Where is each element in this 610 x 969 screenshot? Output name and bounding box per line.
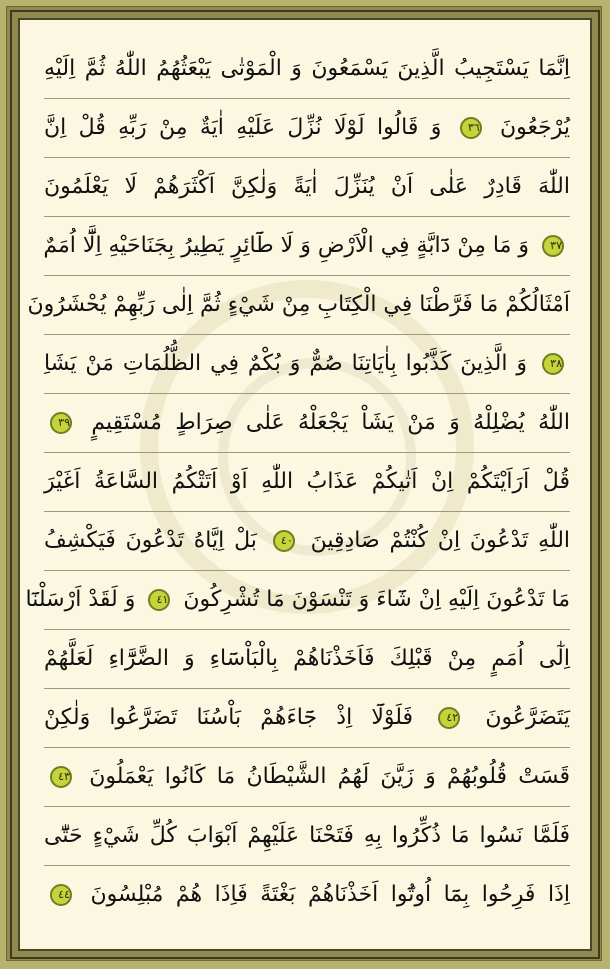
- verse-text-block: [25, 40, 571, 930]
- line-10-text-b: وَ لَقَدْ اَرْسَلْنَٓا: [25, 587, 136, 612]
- text-line-11: [44, 630, 570, 688]
- line-1-text: اِنَّمَا يَسْتَجِيبُ الَّذِينَ يَسْمَعُونَ وَ الْمَوْتٰى يَبْعَثُهُمُ اللّٰهُ ثُمَّ اِلَيْهِ: [44, 56, 570, 81]
- line-12-text-b: فَلَوْلَٓا اِذْ جَٓاءَهُمْ بَاْسُنَا تَضَرَّعُوا وَلٰكِنْ: [44, 705, 414, 730]
- line-14-text: فَلَمَّا نَسُوا مَا ذُكِّرُوا بِهِ فَتَحْنَا عَلَيْهِمْ اَبْوَابَ كُلِّ شَيْءٍ حَتّٰٓى: [44, 823, 570, 848]
- text-line-15: [44, 866, 570, 924]
- line-7-text: اللّٰهُ يُضْلِلْهُ وَ مَنْ يَشَاْ يَجْعَلْهُ عَلٰى صِرَاطٍ مُسْتَقِيمٍ: [91, 410, 570, 435]
- ayah-marker-44: ٤٤: [50, 884, 72, 906]
- ayah-marker-40: ٤٠: [273, 530, 295, 552]
- ayah-marker-38: ٣٨: [542, 353, 564, 375]
- text-line-13: [44, 748, 570, 806]
- line-2-text-b: وَ قَالُوا لَوْلَا نُزِّلَ عَلَيْهِ اٰيَةٌ مِنْ رَبِّهِ قُلْ اِنَّ: [44, 115, 442, 140]
- quran-page: [18, 18, 592, 951]
- text-line-3: [44, 158, 570, 216]
- line-11-text: اِلٰٓى اُمَمٍ مِنْ قَبْلِكَ فَاَخَذْنَاهُمْ بِالْبَاْسَٓاءِ وَ الضَّرَّٓاءِ لَعَلَّهُمْ: [44, 646, 570, 671]
- text-line-6: [44, 335, 570, 393]
- line-2-text-a: يُرْجَعُونَ: [500, 115, 570, 140]
- line-6-text: وَ الَّذِينَ كَذَّبُوا بِاٰيَاتِنَا صُمٌّ وَ بُكْمٌ فِي الظُّلُمَاتِ مَنْ يَشَاِ: [44, 351, 528, 376]
- text-line-2: [44, 99, 570, 157]
- line-12-text-a: يَتَضَرَّعُونَ: [485, 705, 570, 730]
- text-line-8: [44, 453, 570, 511]
- line-4-text: وَ مَا مِنْ دَٓابَّةٍ فِي الْاَرْضِ وَ لَا طَٓائِرٍ يَطِيرُ بِجَنَاحَيْهِ اِلَّٓا اُمَمٌ: [43, 233, 529, 258]
- text-line-14: [44, 807, 570, 865]
- ayah-marker-43: ٤٣: [50, 766, 72, 788]
- text-line-10: [25, 571, 570, 629]
- line-13-text: قَسَتْ قُلُوبُهُمْ وَ زَيَّنَ لَهُمُ الشَّيْطَانُ مَا كَانُوا يَعْمَلُونَ: [89, 764, 570, 789]
- ayah-marker-41: ٤١: [148, 589, 170, 611]
- line-3-text: اللّٰهَ قَادِرٌ عَلٰى اَنْ يُنَزِّلَ اٰيَةً وَلٰكِنَّ اَكْثَرَهُمْ لَا يَعْلَمُونَ: [44, 174, 570, 199]
- ayah-marker-42: ٤٢: [438, 707, 460, 729]
- ayah-marker-37: ٣٧: [542, 235, 564, 257]
- text-line-4: [44, 217, 570, 275]
- line-10-text-a: مَا تَدْعُونَ اِلَيْهِ اِنْ شَٓاءَ وَ تَنْسَوْنَ مَا تُشْرِكُونَ: [183, 587, 570, 612]
- ayah-marker-39: ٣٩: [50, 412, 72, 434]
- text-line-5: [27, 276, 570, 334]
- text-line-9: [44, 512, 570, 570]
- text-line-12: [44, 689, 570, 747]
- line-15-text: اِذَا فَرِحُوا بِمَٓا اُوتُٓوا اَخَذْنَاهُمْ بَغْتَةً فَاِذَا هُمْ مُبْلِسُونَ: [90, 882, 570, 907]
- ayah-marker-36: ٣٦: [460, 117, 482, 139]
- text-line-7: [44, 394, 570, 452]
- line-5-text: اَمْثَالُكُمْ مَا فَرَّطْنَا فِي الْكِتَابِ مِنْ شَيْءٍ ثُمَّ اِلٰى رَبِّهِمْ يُحْشَرُونَ: [27, 292, 570, 317]
- line-8-text: قُلْ اَرَاَيْتَكُمْ اِنْ اَتٰيكُمْ عَذَابُ اللّٰهِ اَوْ اَتَتْكُمُ السَّاعَةُ اَغَيْرَ: [44, 469, 570, 494]
- line-9-text-a: اللّٰهِ تَدْعُونَ اِنْ كُنْتُمْ صَادِقِينَ: [310, 528, 571, 553]
- line-9-text-b: بَلْ اِيَّاهُ تَدْعُونَ فَيَكْشِفُ: [44, 528, 257, 553]
- text-line-1: [44, 40, 570, 98]
